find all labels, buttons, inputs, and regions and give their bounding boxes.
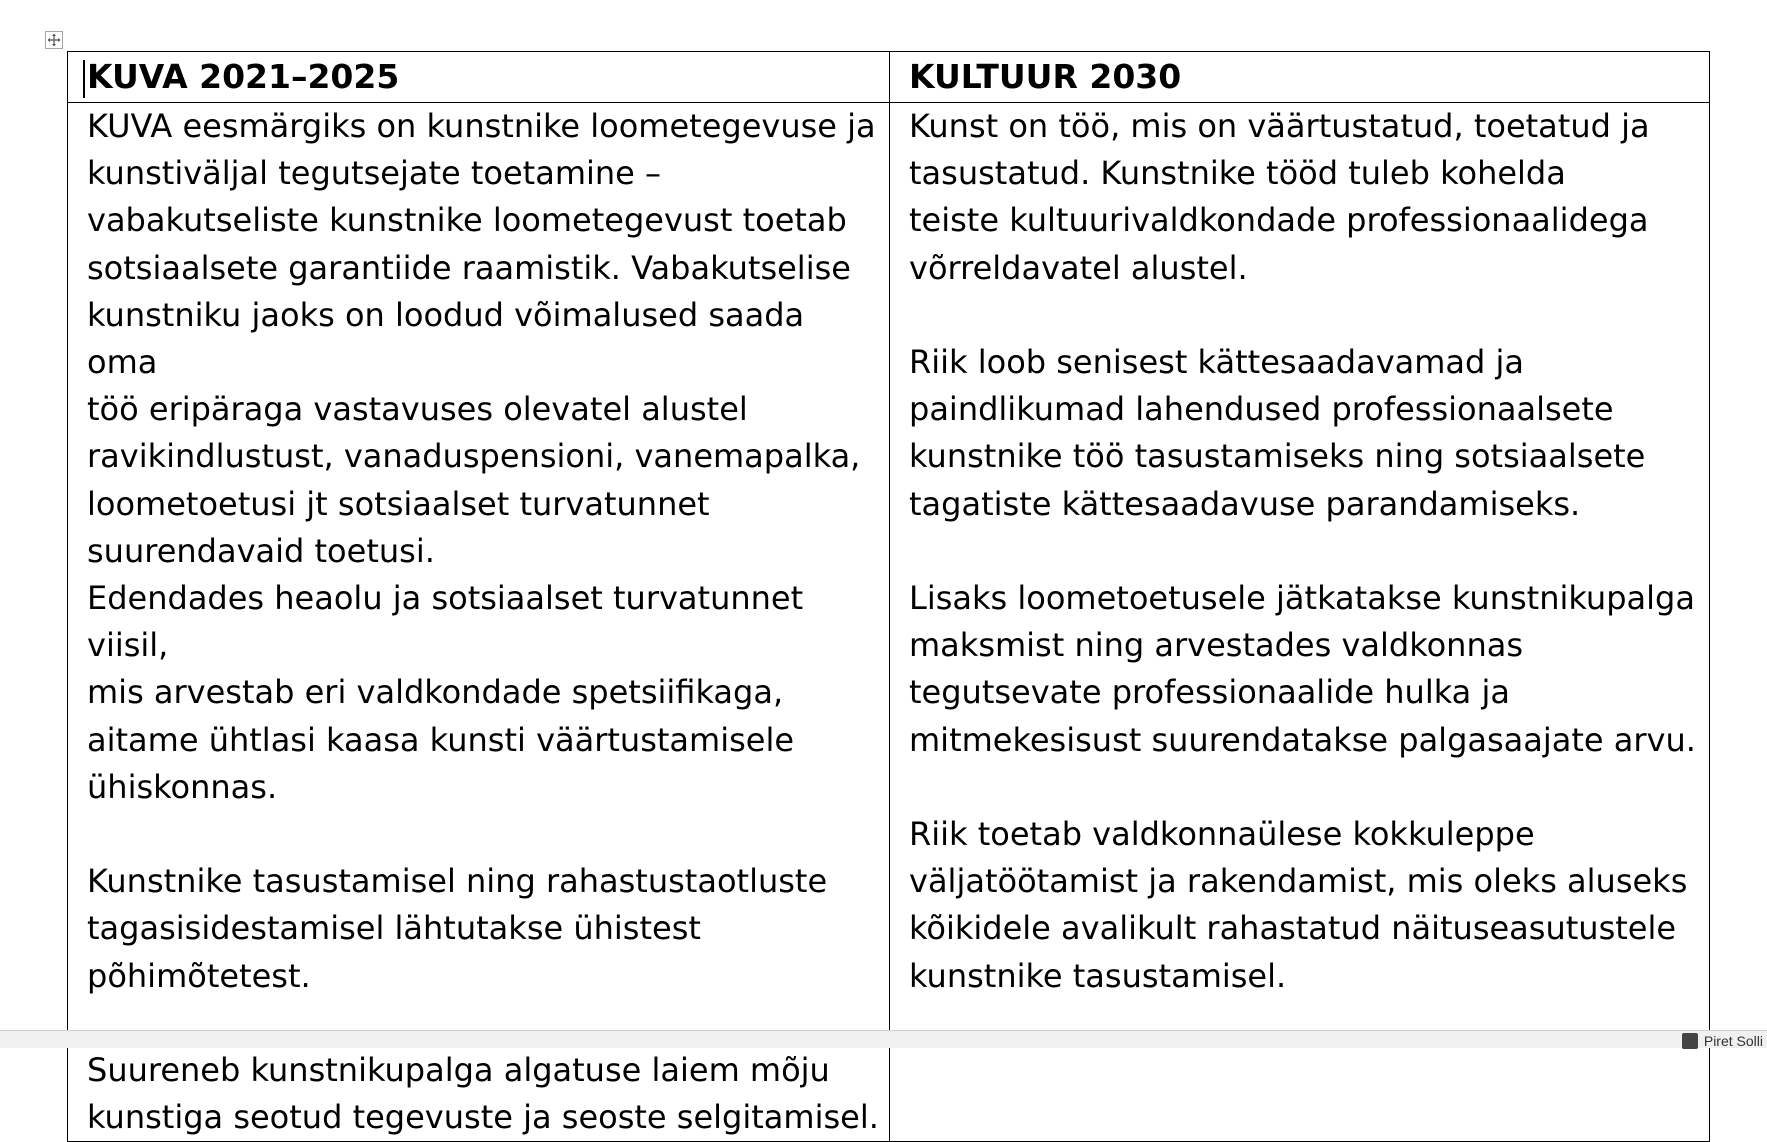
body-cell-right[interactable]	[890, 103, 1710, 1142]
text-cursor	[83, 60, 85, 98]
header-cell-left[interactable]	[68, 52, 890, 103]
right-paragraph: Riik loob senisest kättesaadavamad ja paindlikumad lahendused professionaalsete kunstnike töö tasustamiseks ning sotsiaalsete tagatiste kättesaadavuse parandamiseks.	[909, 343, 1646, 523]
left-paragraph: Kunstnike tasustamisel ning rahastustaotluste tagasisidestamisel lähtutakse ühistest põhimõtetest.	[87, 862, 828, 995]
table-body-row	[68, 103, 1710, 1142]
header-right-text: KULTUUR 2030	[909, 57, 1182, 96]
status-user-label: Piret Solli	[1703, 1033, 1763, 1049]
right-paragraph: Kunst on töö, mis on väärtustatud, toetatud ja tasustatud. Kunstnike tööd tuleb kohelda teiste kultuurivaldkondade professionaalidega võrreldavatel alustel.	[909, 107, 1650, 287]
table-move-handle-icon[interactable]	[45, 31, 63, 49]
status-bar	[0, 1030, 1767, 1048]
table-header-row	[68, 52, 1710, 103]
header-left-text: KUVA 2021–2025	[87, 57, 400, 96]
left-paragraph: KUVA eesmärgiks on kunstnike loometegevuse ja kunstiväljal tegutsejate toetamine – vabakutseliste kunstnike loometegevust toetab sotsiaalsete garantiide raamistik. Vabakutselise kunstniku jaoks on loodud võimalused saada oma töö eripäraga vastavuses olevatel alustel ravikindlustust, vanaduspensioni, vanemapalka, loometoetusi jt sotsiaalset turvatunnet suurendavaid toetusi.	[87, 107, 876, 570]
comparison-table	[67, 51, 1710, 1142]
header-cell-right[interactable]	[890, 52, 1710, 103]
left-paragraph: Edendades heaolu ja sotsiaalset turvatunnet viisil, mis arvestab eri valdkondade spetsiifikaga, aitame ühtlasi kaasa kunsti väärtustamisele ühiskonnas.	[87, 579, 804, 806]
body-cell-left[interactable]	[68, 103, 890, 1142]
right-paragraph: Riik toetab valdkonnaülese kokkuleppe väljatöötamist ja rakendamist, mis oleks aluseks kõikidele avalikult rahastatud näituseasutustele kunstnike tasustamisel.	[909, 815, 1688, 995]
right-paragraph: Lisaks loometoetusele jätkatakse kunstnikupalga maksmist ning arvestades valdkonnas tegutsevate professionaalide hulka ja mitmekesisust suurendatakse palgasaajate arvu.	[909, 579, 1696, 759]
left-paragraph: Suureneb kunstnikupalga algatuse laiem mõju kunstiga seotud tegevuste ja seoste selgitamisel.	[87, 1051, 879, 1137]
